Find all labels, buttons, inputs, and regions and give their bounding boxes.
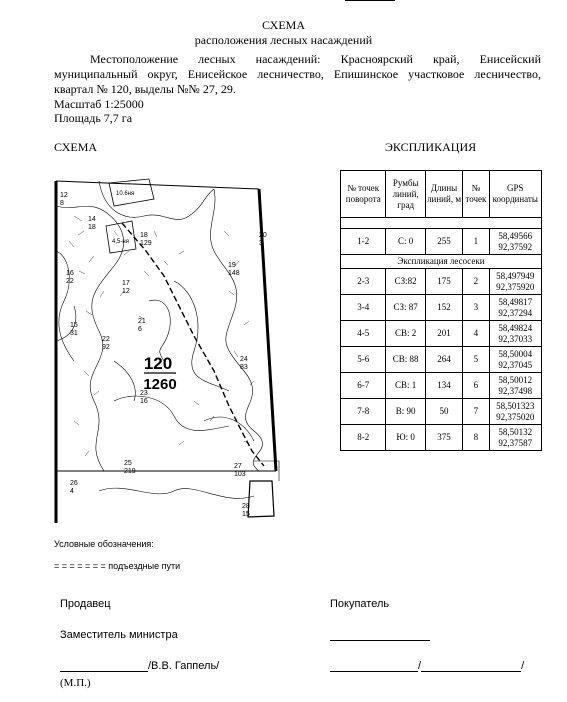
location-text: Местоположение лесных насаждений: Красноярский край, Енисейский муниципальный округ, Енисейское лесничество, Епишинское участковое лесничество, квартал № 120, выделы №№ 27, 29. [54,52,541,96]
buyer-signature-blank-2 [421,660,521,672]
cell-point-no: 8 [463,425,489,451]
quarter-area: 1260 [143,376,177,393]
document-number-line [345,0,395,1]
table-header-rumb: Румбы линий, град [386,171,425,218]
cell-points: 6-7 [341,373,386,399]
map-label-21: 21 6 [138,318,146,333]
signature-slash-end: / [521,660,525,672]
seller-label: Продавец [60,598,111,610]
document-title: СХЕМА [261,18,306,32]
seller-signature [60,660,219,672]
cell-rumb: СВ: 1 [386,373,425,399]
seller-signature-line [60,660,148,672]
cell-gps: 58,497949 92,375920 [489,269,541,295]
cell-point-no: 3 [463,295,489,321]
map-label-18: 18 129 [140,232,152,247]
area-text: Площадь 7,7 га [54,111,133,125]
cell-gps: 58,49824 92,37033 [489,321,541,347]
forest-scheme-map [54,171,284,526]
cell-length: 375 [425,425,462,451]
table-header-points: № точек поворота [341,171,386,218]
map-label-17: 17 12 [122,280,130,295]
map-label-25: 25 219 [124,460,136,475]
map-label-20: 20 3 [259,232,267,247]
cell-length: 175 [425,269,462,295]
cell-gps: 58,50004 92,37045 [489,347,541,373]
cell-point-no: 2 [463,269,489,295]
map-label-15: 15 31 [70,322,78,337]
map-label-23: 23 16 [140,390,148,405]
map-label-26: 26 4 [70,480,78,495]
legend-roads: = = = = = = = подъездные пути [54,561,181,571]
stamp-place: (М.П.) [60,677,91,689]
table-row [341,347,542,373]
legend-title: Условные обозначения: [54,539,154,549]
table-spacer [341,218,542,229]
cell-point-no: 6 [463,373,489,399]
map-label-27: 27 103 [234,463,246,478]
map-label-28: 28 15 [242,503,250,518]
cell-point-no: 7 [463,399,489,425]
map-extra-label-1: 10.6ня [116,191,135,197]
quarter-number: 120 [143,354,173,373]
cell-rumb: В: 90 [386,399,425,425]
cell-length: 201 [425,321,462,347]
map-label-16: 16 22 [66,270,74,285]
map-extra-label-2: 4,5-ня [112,239,129,245]
cell-length: 134 [425,373,462,399]
buyer-signature-blank-1 [330,660,418,672]
table-row [341,269,542,295]
buyer-signature [330,660,524,672]
scale-text: Масштаб 1:25000 [54,97,144,111]
cell-points: 1-2 [341,229,386,255]
cell-point-no: 1 [463,229,489,255]
deputy-minister-label: Заместитель министра [60,629,178,641]
cell-gps: 58,50012 92,37498 [489,373,541,399]
buyer-label: Покупатель [330,598,390,610]
cell-points: 7-8 [341,399,386,425]
cell-gps: 58,49566 92,37592 [489,229,541,255]
cell-points: 8-2 [341,425,386,451]
cell-points: 3-4 [341,295,386,321]
cell-rumb: С: 0 [386,229,425,255]
cell-length: 152 [425,295,462,321]
map-label-12: 12 8 [60,192,68,207]
cell-gps: 58,501323 92,375020 [489,399,541,425]
table-row [341,229,542,255]
cell-rumb: Ю: 0 [386,425,425,451]
table-subcaption: Экспликация лесосеки [341,255,542,269]
cell-rumb: СЗ:82 [386,269,425,295]
cell-rumb: СВ: 88 [386,347,425,373]
table-row [341,373,542,399]
explication-table [340,170,542,451]
explication-heading: ЭКСПЛИКАЦИЯ [385,140,477,154]
document-subtitle: расположения лесных насаждений [194,33,373,47]
cell-points: 2-3 [341,269,386,295]
table-header-length: Длины линий, м [425,171,462,218]
signature-slash: / [418,660,422,672]
cell-gps: 58,49817 92,37294 [489,295,541,321]
cell-point-no: 5 [463,347,489,373]
table-row [341,321,542,347]
table-row [341,425,542,451]
buyer-signature-line [330,629,430,641]
cell-points: 5-6 [341,347,386,373]
map-label-19: 19 148 [228,262,240,277]
cell-rumb: СВ: 2 [386,321,425,347]
cell-length: 264 [425,347,462,373]
scheme-heading: СХЕМА [54,140,98,154]
table-header-gps: GPS координаты [489,171,541,218]
cell-points: 4-5 [341,321,386,347]
cell-point-no: 4 [463,321,489,347]
map-label-24: 24 83 [240,356,248,371]
cell-length: 50 [425,399,462,425]
table-header-point-no: № точек [463,171,489,218]
cell-gps: 58,50132 92,37587 [489,425,541,451]
table-row [341,399,542,425]
table-row [341,295,542,321]
cell-rumb: СЗ: 87 [386,295,425,321]
map-label-14: 14 18 [88,216,96,231]
signer-name: /В.В. Гаппель/ [148,660,220,672]
cell-length: 255 [425,229,462,255]
map-label-22: 22 92 [102,336,110,351]
